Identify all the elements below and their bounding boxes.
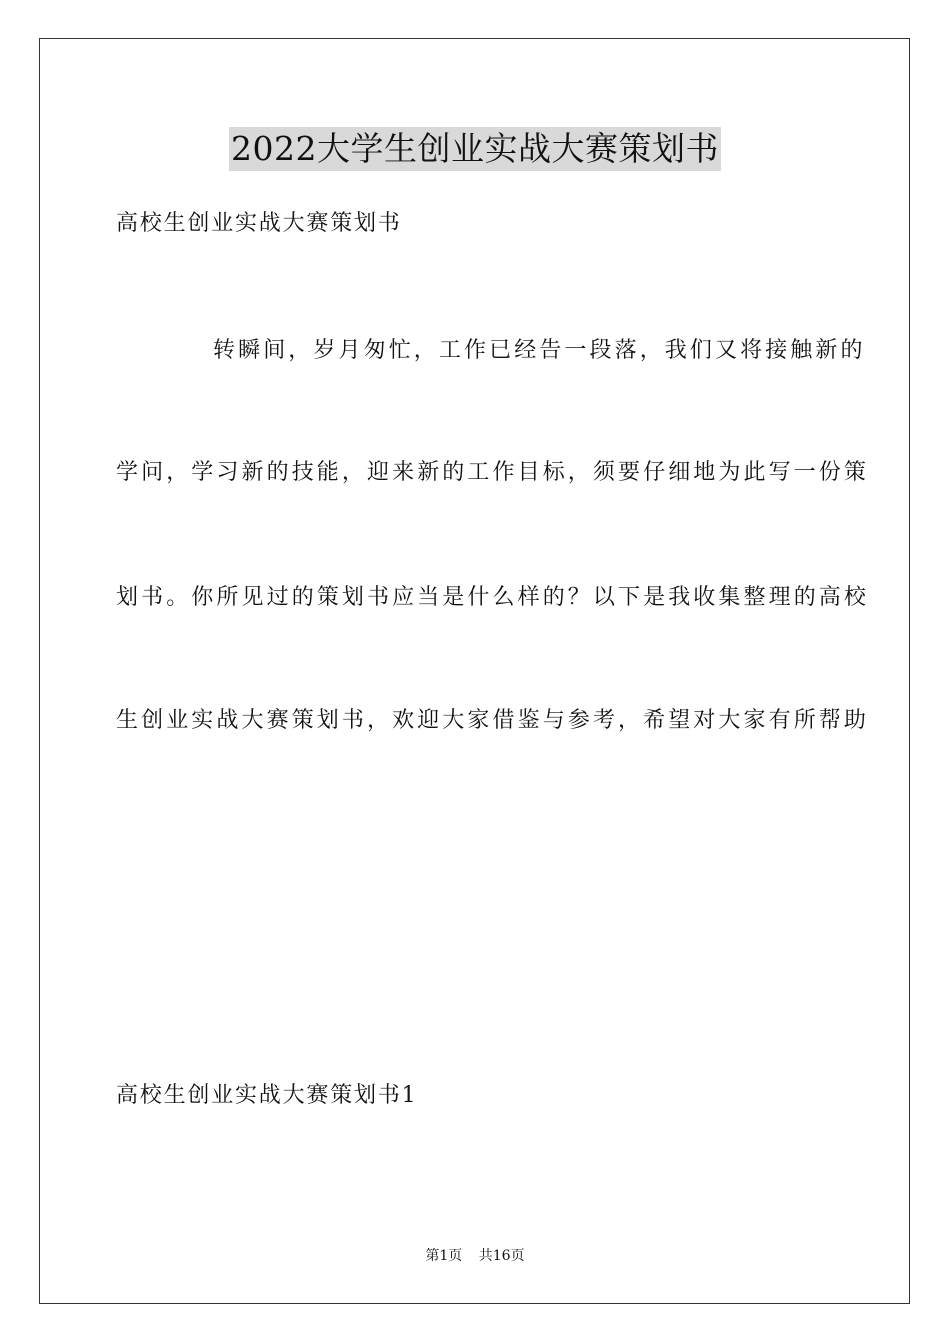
document-title: 2022大学生创业实战大赛策划书 xyxy=(229,127,721,171)
document-subtitle: 高校生创业实战大赛策划书 xyxy=(116,211,402,236)
page-footer xyxy=(0,1247,950,1265)
paragraph-line: 转瞬间，岁月匆忙，工作已经告一段落，我们又将接触新的 xyxy=(213,338,866,363)
section-heading: 高校生创业实战大赛策划书1 xyxy=(116,1083,418,1108)
page-total: 共16页 xyxy=(478,1248,525,1264)
paragraph-line: 生创业实战大赛策划书，欢迎大家借鉴与参考，希望对大家有所帮助 xyxy=(116,708,870,733)
paragraph-line: 学问，学习新的技能，迎来新的工作目标，须要仔细地为此写一份策 xyxy=(116,460,870,485)
page-number: 第1页 xyxy=(425,1248,463,1264)
paragraph-line: 划书。你所见过的策划书应当是什么样的？以下是我收集整理的高校 xyxy=(116,585,870,610)
document-title-container xyxy=(0,127,950,171)
